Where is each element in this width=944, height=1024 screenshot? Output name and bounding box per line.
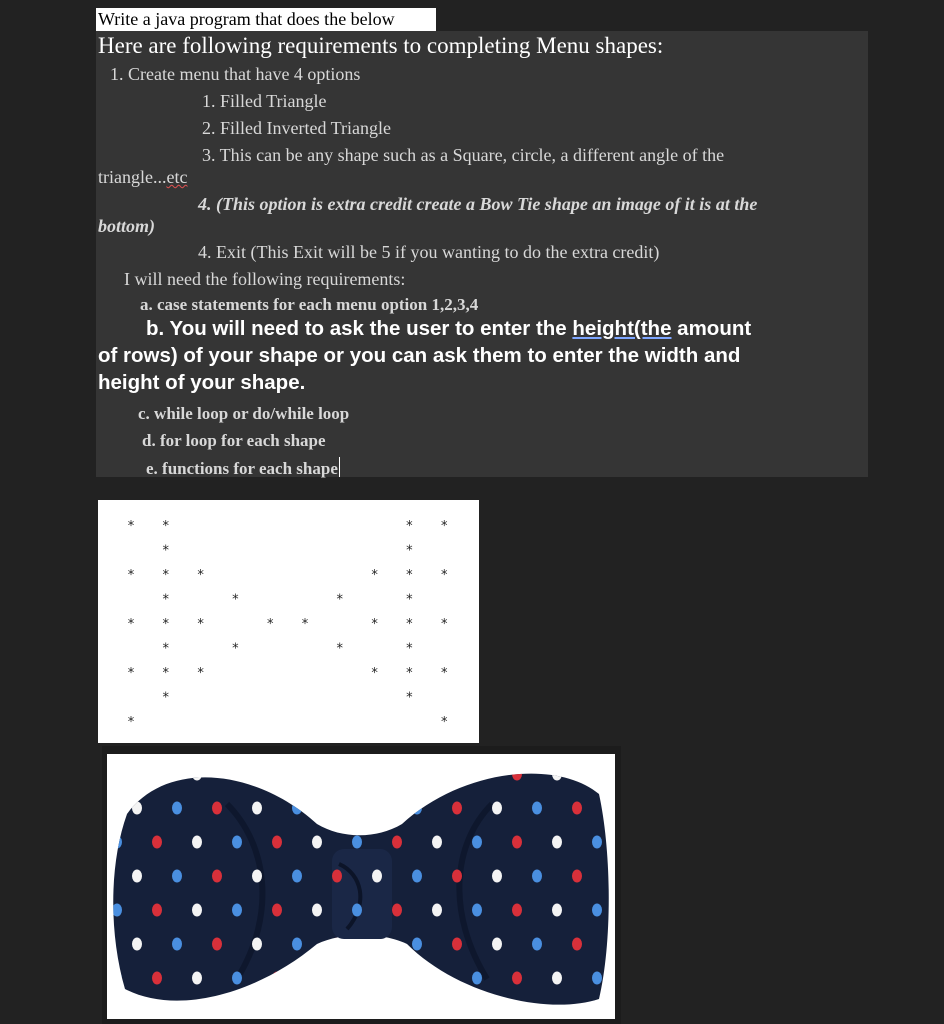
- req-height-underlined: height(the: [572, 317, 672, 340]
- star-mark: *: [127, 715, 135, 730]
- option-any-shape-cont: [98, 167, 187, 188]
- star-mark: *: [162, 592, 170, 608]
- polka-dot: [432, 768, 442, 781]
- polka-dot: [332, 802, 342, 815]
- star-mark: *: [406, 641, 413, 657]
- star-mark: *: [232, 641, 239, 657]
- req-for-loop: d. for loop for each shape: [142, 431, 326, 450]
- star-mark: *: [371, 568, 378, 583]
- polka-dot: [172, 802, 182, 815]
- polka-dot: [232, 972, 242, 985]
- option-any-shape-cont-a: triangle...: [98, 167, 167, 187]
- polka-dot: [312, 768, 322, 781]
- polka-dot: [332, 870, 342, 883]
- star-mark: *: [197, 666, 204, 681]
- polka-dot: [532, 938, 542, 951]
- polka-dot: [432, 972, 442, 985]
- polka-dot: [432, 904, 442, 917]
- polka-dot: [452, 870, 462, 883]
- polka-dot: [312, 972, 322, 985]
- polka-dot: [512, 768, 522, 781]
- star-mark: *: [162, 617, 170, 632]
- star-mark: *: [127, 519, 135, 534]
- star-mark: *: [371, 617, 378, 632]
- polka-dot: [352, 972, 362, 985]
- star-mark: *: [127, 666, 135, 681]
- polka-dot: [332, 1006, 342, 1019]
- polka-dot: [412, 802, 422, 815]
- req-amount-text: amount: [671, 317, 752, 340]
- polka-dot: [112, 836, 122, 849]
- polka-dot: [352, 768, 362, 781]
- intro-line: Write a java program that does the below: [98, 9, 395, 29]
- polka-dot: [532, 802, 542, 815]
- req-ask-height-line3: height of your shape.: [98, 371, 306, 394]
- polka-dot: [392, 972, 402, 985]
- polka-dot: [212, 870, 222, 883]
- option-inverted-triangle: 2. Filled Inverted Triangle: [202, 118, 391, 138]
- polka-dot: [412, 870, 422, 883]
- polka-dot: [552, 904, 562, 917]
- polka-dot: [272, 904, 282, 917]
- polka-dot: [192, 904, 202, 917]
- polka-dot: [332, 938, 342, 951]
- polka-dot: [252, 802, 262, 815]
- star-mark: *: [440, 568, 448, 583]
- star-mark: *: [336, 592, 344, 608]
- star-mark: *: [406, 592, 413, 608]
- polka-dot: [152, 904, 162, 917]
- polka-dot: [192, 836, 202, 849]
- polka-dot: [512, 904, 522, 917]
- bow-tie-photo-frame: [102, 746, 621, 1024]
- star-mark: *: [440, 666, 448, 681]
- requirements-heading: Here are following requirements to completing Menu shapes:: [98, 33, 664, 58]
- polka-dot: [352, 904, 362, 917]
- polka-dot: [292, 802, 302, 815]
- option-filled-triangle: 1. Filled Triangle: [202, 91, 327, 111]
- polka-dot: [452, 802, 462, 815]
- star-mark: *: [197, 617, 204, 632]
- star-mark: *: [406, 519, 413, 534]
- polka-dot: [232, 768, 242, 781]
- requirements-intro: I will need the following requirements:: [124, 269, 406, 289]
- polka-dot: [132, 1006, 142, 1019]
- star-mark: *: [162, 519, 170, 534]
- polka-dot: [392, 904, 402, 917]
- polka-dot: [152, 768, 162, 781]
- polka-dot: [112, 972, 122, 985]
- polka-dot: [532, 870, 542, 883]
- polka-dot: [172, 1006, 182, 1019]
- star-mark: *: [406, 666, 413, 681]
- option-bow-tie-extra: 4. (This option is extra credit create a Bow Tie shape an image of it is at the: [198, 194, 758, 214]
- polka-dot: [292, 1006, 302, 1019]
- document-body[interactable]: [96, 31, 868, 477]
- polka-dot: [572, 1006, 582, 1019]
- polka-dot: [212, 802, 222, 815]
- polka-dot: [412, 938, 422, 951]
- polka-dot: [292, 938, 302, 951]
- polka-dot: [352, 836, 362, 849]
- polka-dot: [472, 836, 482, 849]
- polka-dot: [132, 870, 142, 883]
- polka-dot: [152, 836, 162, 849]
- star-mark: *: [127, 617, 135, 632]
- polka-dot: [452, 938, 462, 951]
- req-ask-height-line1: [146, 317, 751, 341]
- polka-dot: [232, 836, 242, 849]
- star-mark: *: [162, 666, 170, 681]
- polka-dot: [232, 904, 242, 917]
- polka-dot: [432, 836, 442, 849]
- star-mark: *: [406, 568, 413, 583]
- polka-dot: [172, 870, 182, 883]
- star-grid: [98, 500, 479, 743]
- star-mark: *: [162, 690, 170, 706]
- polka-dot: [592, 768, 602, 781]
- polka-dot: [592, 836, 602, 849]
- polka-dot: [492, 870, 502, 883]
- star-mark: *: [127, 568, 135, 583]
- option-bow-tie-extra-cont: bottom): [98, 216, 155, 236]
- star-mark: *: [232, 592, 239, 608]
- polka-dot: [532, 1006, 542, 1019]
- polka-dot: [272, 836, 282, 849]
- polka-dot: [392, 768, 402, 781]
- option-exit: 4. Exit (This Exit will be 5 if you wanting to do the extra credit): [198, 242, 660, 262]
- bow-tie-star-pattern: [98, 500, 479, 743]
- polka-dot: [492, 802, 502, 815]
- polka-dot: [272, 768, 282, 781]
- star-mark: *: [197, 568, 204, 583]
- star-mark: *: [336, 641, 344, 657]
- polka-dot: [212, 938, 222, 951]
- polka-dot: [312, 836, 322, 849]
- polka-dot: [572, 938, 582, 951]
- polka-dot: [492, 1006, 502, 1019]
- star-mark: *: [440, 715, 448, 730]
- polka-dot: [472, 768, 482, 781]
- spellcheck-word: etc: [166, 167, 188, 187]
- polka-dot: [592, 904, 602, 917]
- polka-dot: [172, 938, 182, 951]
- star-mark: *: [406, 543, 413, 559]
- polka-dot: [312, 904, 322, 917]
- star-mark: *: [371, 666, 378, 681]
- polka-dot: [252, 938, 262, 951]
- polka-dot: [252, 870, 262, 883]
- bow-tie-illustration: [107, 754, 615, 1019]
- item-create-menu: 1. Create menu that have 4 options: [110, 64, 361, 84]
- polka-dot: [372, 938, 382, 951]
- star-mark: *: [162, 568, 170, 583]
- req-functions-text: e. functions for each shape: [146, 459, 338, 478]
- star-mark: *: [406, 690, 413, 706]
- polka-dot: [252, 1006, 262, 1019]
- polka-dot: [472, 904, 482, 917]
- polka-dot: [372, 1006, 382, 1019]
- star-mark: *: [266, 617, 274, 632]
- option-any-shape: 3. This can be any shape such as a Square, circle, a different angle of the: [202, 145, 725, 165]
- req-while-loop: c. while loop or do/while loop: [138, 404, 350, 423]
- polka-dot: [512, 836, 522, 849]
- polka-dot: [392, 836, 402, 849]
- polka-dot: [552, 836, 562, 849]
- star-mark: *: [162, 543, 170, 559]
- req-ask-height-text: b. You will need to ask the user to enter the: [146, 317, 573, 340]
- polka-dot: [492, 938, 502, 951]
- polka-dot: [592, 972, 602, 985]
- polka-dot: [572, 870, 582, 883]
- polka-dot: [212, 1006, 222, 1019]
- text-cursor: [339, 457, 340, 477]
- polka-dot: [552, 768, 562, 781]
- polka-dot: [152, 972, 162, 985]
- req-functions: [146, 457, 340, 479]
- polka-dot: [372, 802, 382, 815]
- star-mark: *: [440, 519, 448, 534]
- polka-dot: [192, 972, 202, 985]
- bow-tie-photo: [107, 754, 615, 1019]
- star-mark: *: [162, 641, 170, 657]
- polka-dot: [372, 870, 382, 883]
- polka-dot: [552, 972, 562, 985]
- polka-dot: [132, 802, 142, 815]
- star-mark: *: [440, 617, 448, 632]
- polka-dot: [452, 1006, 462, 1019]
- req-ask-height-line2: of rows) of your shape or you can ask them to enter the width and: [98, 344, 741, 367]
- star-mark: *: [301, 617, 309, 632]
- polka-dot: [112, 904, 122, 917]
- req-case-statements: a. case statements for each menu option 1,2,3,4: [140, 295, 479, 314]
- polka-dot: [512, 972, 522, 985]
- polka-dot: [412, 1006, 422, 1019]
- polka-dot: [572, 802, 582, 815]
- polka-dot: [472, 972, 482, 985]
- polka-dot: [192, 768, 202, 781]
- star-mark: *: [406, 617, 413, 632]
- polka-dot: [272, 972, 282, 985]
- polka-dot: [292, 870, 302, 883]
- polka-dot: [132, 938, 142, 951]
- polka-dot: [112, 768, 122, 781]
